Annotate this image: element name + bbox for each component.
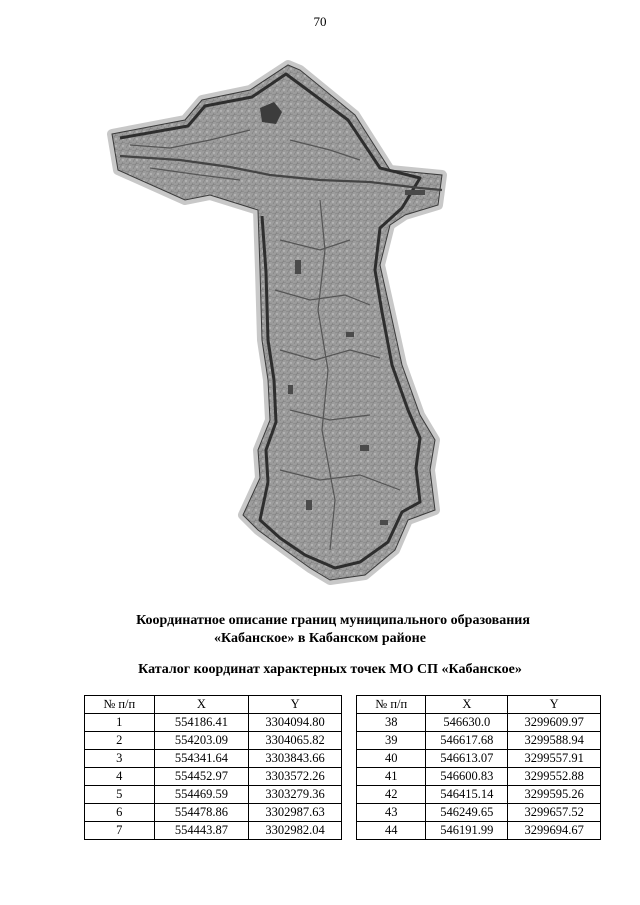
coordinates-table-right [356,695,601,840]
table-row [357,804,601,822]
municipality-map [90,50,560,595]
table-row [85,750,342,768]
table-cell: 41 [357,768,426,786]
table-cell: 3299595.26 [508,786,601,804]
table-cell: 2 [85,732,155,750]
column-header: Y [249,696,342,714]
table-cell: 3299557.91 [508,750,601,768]
table-cell: 3299694.67 [508,822,601,840]
table-cell: 554186.41 [154,714,249,732]
table-row [85,732,342,750]
table-header-row [85,696,342,714]
table-cell: 42 [357,786,426,804]
table-cell: 554469.59 [154,786,249,804]
table-row [357,822,601,840]
table-row [357,732,601,750]
table-cell: 44 [357,822,426,840]
table-cell: 546600.83 [426,768,508,786]
table-cell: 3303843.66 [249,750,342,768]
table-cell: 554341.64 [154,750,249,768]
table-cell: 3302987.63 [249,804,342,822]
map-territory [112,65,442,580]
table-row [85,822,342,840]
column-header: № п/п [85,696,155,714]
table-cell: 3299609.97 [508,714,601,732]
page-title-line2: «Кабанское» в Кабанском районе [214,631,426,646]
table-row [85,714,342,732]
table-cell: 546249.65 [426,804,508,822]
table-cell: 554443.87 [154,822,249,840]
table-row [85,768,342,786]
table-row [357,714,601,732]
table-cell: 3302982.04 [249,822,342,840]
column-header: № п/п [357,696,426,714]
column-header: X [154,696,249,714]
table-row [85,786,342,804]
page-number: 70 [313,14,327,29]
table-cell: 40 [357,750,426,768]
table-cell: 3303279.36 [249,786,342,804]
table-cell: 546617.68 [426,732,508,750]
table-cell: 3304065.82 [249,732,342,750]
catalog-title: Каталог координат характерных точек МО СП «Кабанское» [138,662,522,677]
table-row [357,786,601,804]
table-cell: 3 [85,750,155,768]
column-header: Y [508,696,601,714]
table-cell: 3299552.88 [508,768,601,786]
table-cell: 5 [85,786,155,804]
table-row [85,804,342,822]
table-cell: 546415.14 [426,786,508,804]
table-cell: 43 [357,804,426,822]
table-cell: 3304094.80 [249,714,342,732]
table-header-row [357,696,601,714]
table-cell: 4 [85,768,155,786]
table-cell: 39 [357,732,426,750]
table-cell: 554452.97 [154,768,249,786]
coordinates-table-left [84,695,342,840]
table-cell: 3299588.94 [508,732,601,750]
table-cell: 546613.07 [426,750,508,768]
table-cell: 6 [85,804,155,822]
page-title-line1: Координатное описание границ муниципального образования [136,613,530,628]
table-row [357,768,601,786]
table-cell: 546630.0 [426,714,508,732]
table-cell: 38 [357,714,426,732]
table-cell: 1 [85,714,155,732]
table-cell: 7 [85,822,155,840]
table-cell: 554203.09 [154,732,249,750]
table-row [357,750,601,768]
table-cell: 546191.99 [426,822,508,840]
table-cell: 3299657.52 [508,804,601,822]
table-cell: 554478.86 [154,804,249,822]
column-header: X [426,696,508,714]
table-cell: 3303572.26 [249,768,342,786]
